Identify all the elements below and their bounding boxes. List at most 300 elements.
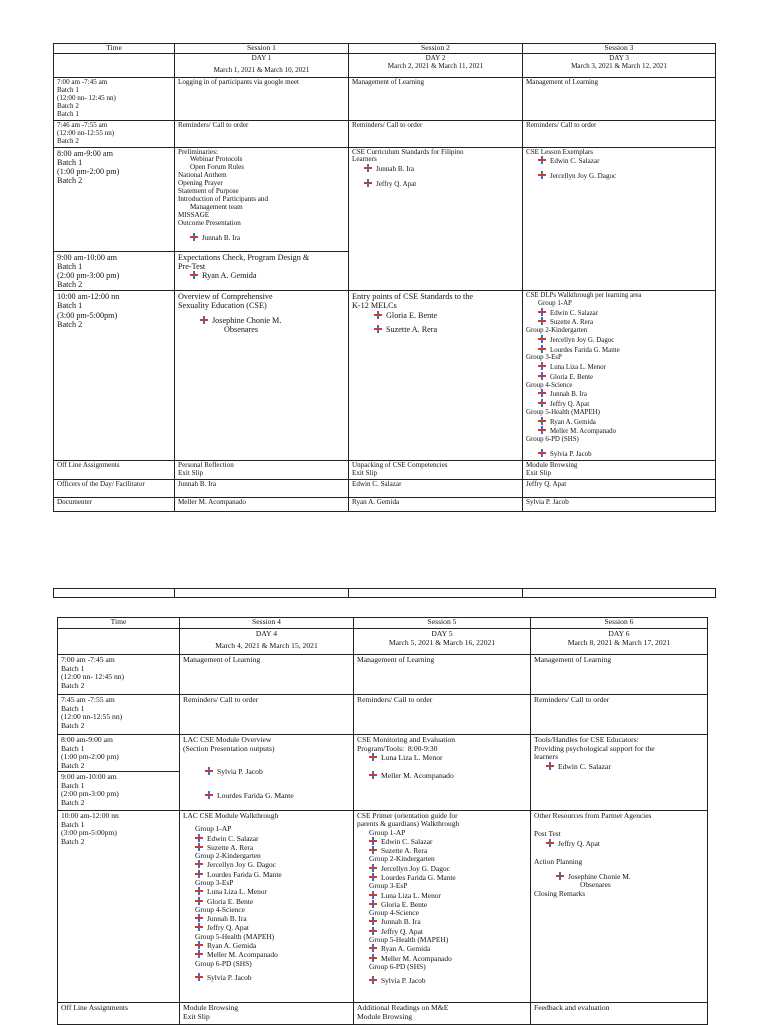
time-range: 9:00 am-10:00 am xyxy=(57,252,118,262)
bullet-arrow-icon xyxy=(195,870,203,878)
batch-label: Batch 1 xyxy=(57,157,83,167)
bullet-arrow-icon xyxy=(538,317,546,325)
header-session-1: Session 1 xyxy=(175,44,349,54)
bullet-arrow-icon xyxy=(538,171,546,179)
group-label: Group 3-EsP xyxy=(369,881,408,891)
activity-line: Module Browsing xyxy=(526,461,578,470)
facilitator-name: Ryan A. Gemida xyxy=(381,944,431,954)
activity-cell xyxy=(523,291,716,461)
activity-line: MISSAGE xyxy=(178,211,210,219)
facilitator xyxy=(357,753,527,763)
activity-line: National Anthem xyxy=(178,171,227,180)
bullet-arrow-icon xyxy=(369,900,377,908)
time-range: (12:00 nn- 12:45 nn) xyxy=(57,93,116,102)
facilitator xyxy=(183,941,350,950)
facilitator-name: Ryan A. Gemida xyxy=(202,270,257,280)
time-range: (12:00 nn-12:55 nn) xyxy=(61,712,123,721)
facilitator-name: Meller M. Acompanado xyxy=(381,770,454,780)
bullet-arrow-icon xyxy=(538,345,546,353)
facilitator-name: Lourdes Farida G. Mante xyxy=(381,872,456,882)
activity-cell xyxy=(349,461,523,480)
header-session-3: Session 3 xyxy=(523,44,716,54)
day-dates: March 3, 2021 & March 12, 2021 xyxy=(571,61,667,70)
activity-cell: Management of Learning xyxy=(349,78,523,121)
group-label: Group 5-Health (MAPEH) xyxy=(526,408,600,416)
facilitator xyxy=(357,873,527,882)
group-label: Group 6-PD (SHS) xyxy=(526,436,579,443)
header-time: Time xyxy=(54,44,175,54)
activity-line: Open Forum Rules xyxy=(190,163,244,172)
facilitator xyxy=(526,372,712,382)
time-range: 8:00 am-9:00 am xyxy=(57,148,113,158)
bullet-arrow-icon xyxy=(369,891,377,899)
facilitator xyxy=(183,860,350,869)
facilitator xyxy=(357,900,527,909)
bullet-arrow-icon xyxy=(369,954,377,962)
group-label: Group 6-PD (SHS) xyxy=(369,961,426,971)
activity-cell: Meller M. Acompanado xyxy=(175,498,349,512)
facilitator-name: Jeffry Q. Apat xyxy=(558,838,600,848)
bullet-arrow-icon xyxy=(369,917,377,925)
bullet-arrow-icon xyxy=(556,872,564,880)
facilitator-name: Lourdes Farida G. Mante xyxy=(550,346,620,354)
batch-label: Batch 2 xyxy=(61,720,85,730)
group-label: Group 2-Kindergarten xyxy=(195,851,261,861)
activity-cell: Sylvia P. Jacob xyxy=(523,498,716,512)
time-range: (3:00 pm-5:00pm) xyxy=(57,310,118,320)
facilitator-name: Meller M. Acompanado xyxy=(381,953,452,963)
day-1-cell xyxy=(175,54,349,78)
batch-label: Batch 2 xyxy=(57,101,79,110)
facilitator-name: Gloria E. Bente xyxy=(381,899,428,909)
facilitator-name: Suzette A. Rera xyxy=(381,846,428,856)
day-6-cell xyxy=(531,629,708,655)
bullet-arrow-icon xyxy=(369,864,377,872)
facilitator-name: Edwin C. Salazar xyxy=(381,836,433,846)
bullet-arrow-icon xyxy=(538,399,546,407)
time-range: (12:00 nn- 12:45 nn) xyxy=(61,672,125,681)
facilitator xyxy=(183,914,350,923)
facilitator xyxy=(178,271,345,280)
facilitator-name: Junnah B. Ira xyxy=(381,917,421,927)
activity-cell xyxy=(180,735,354,811)
facilitator xyxy=(178,316,345,325)
header-session-6: Session 6 xyxy=(531,618,708,629)
day-time-cell xyxy=(54,54,175,78)
activity-cell xyxy=(531,811,708,1003)
bullet-arrow-icon xyxy=(538,156,546,164)
bullet-arrow-icon xyxy=(538,417,546,425)
activity-cell: Management of Learning xyxy=(180,655,354,695)
bullet-arrow-icon xyxy=(538,308,546,316)
facilitator-name: Ryan A. Gemida xyxy=(207,940,257,950)
bullet-arrow-icon xyxy=(374,311,382,319)
facilitator xyxy=(526,335,712,345)
facilitator-name: Jeffry Q. Apat xyxy=(376,180,417,189)
facilitator-name: Edwin C. Salazar xyxy=(550,157,600,166)
facilitator xyxy=(178,233,345,243)
facilitator-name: Sylvia P. Jacob xyxy=(217,767,263,776)
activity-cell: Reminders/ Call to order xyxy=(175,120,349,147)
activity-cell xyxy=(349,291,523,461)
schedule-table-days-4-6 xyxy=(57,617,708,1025)
facilitator-name: Luna Liza L. Menor xyxy=(207,887,267,897)
time-cell xyxy=(58,811,180,1003)
group-label: Group 3-EsP xyxy=(195,877,234,887)
time-cell xyxy=(54,251,175,291)
activity-line: Outcome Presentation xyxy=(178,218,241,227)
empty-cell xyxy=(54,589,175,598)
activity-line: LAC CSE Module Overview xyxy=(183,735,272,744)
activity-line: Opening Prayer xyxy=(178,179,223,188)
facilitator xyxy=(526,399,712,409)
time-range: 7:00 am -7:45 am xyxy=(57,78,108,86)
activity-line: CSE Lesson Exemplars xyxy=(526,147,593,156)
facilitator xyxy=(357,846,527,855)
day-dates: March 1, 2021 & March 10, 2021 xyxy=(213,65,310,74)
bullet-arrow-icon xyxy=(195,897,203,905)
group-label: Group 1-AP xyxy=(369,827,406,837)
activity-cell xyxy=(354,811,531,1003)
time-range: (1:00 pm-2:00 pm) xyxy=(57,166,120,176)
group-label: Group 3-EsP xyxy=(526,354,562,362)
bullet-arrow-icon xyxy=(538,372,546,380)
batch-label: Batch 2 xyxy=(61,680,85,690)
facilitator-name: Obsenares xyxy=(580,880,611,890)
facilitator xyxy=(357,837,527,846)
facilitator xyxy=(526,362,712,372)
bullet-arrow-icon xyxy=(546,839,554,847)
facilitator xyxy=(526,317,712,327)
activity-cell xyxy=(175,291,349,461)
activity-line: CSE Monitoring and Evaluation xyxy=(357,735,456,744)
bullet-arrow-icon xyxy=(195,973,203,981)
bullet-arrow-icon xyxy=(538,362,546,370)
activity-line: LAC CSE Module Walkthrough xyxy=(183,811,279,820)
facilitator xyxy=(352,325,519,334)
day-label: DAY 1 xyxy=(251,54,272,62)
facilitator-name: Luna Liza L. Menor xyxy=(381,753,443,762)
batch-label: Batch 1 xyxy=(61,663,85,673)
facilitator-name: Gloria E. Bente xyxy=(386,310,438,320)
facilitator xyxy=(183,923,350,932)
activity-cell: Reminders/ Call to order xyxy=(349,120,523,147)
activity-line: CSE Curriculum Standards for Filipino xyxy=(352,147,464,156)
activity-line: Exit Slip xyxy=(352,469,378,478)
facilitator-name: Junnah B. Ira xyxy=(550,391,587,399)
bullet-arrow-icon xyxy=(195,914,203,922)
empty-cell xyxy=(175,589,349,598)
facilitator xyxy=(526,389,712,399)
day-3-cell xyxy=(523,54,716,78)
facilitator-name: Sylvia P. Jacob xyxy=(550,450,592,458)
facilitator-name: Edwin C. Salazar xyxy=(550,309,599,317)
facilitator-name: Jeffry Q. Apat xyxy=(550,401,590,409)
time-range: 8:00 am-9:00 am xyxy=(61,735,113,744)
batch-label: Batch 2 xyxy=(57,280,83,290)
time-range: (12:00 nn-12:55 nn) xyxy=(57,128,115,137)
time-range: 10:00 am-12:00 nn xyxy=(57,292,120,302)
facilitator xyxy=(183,791,350,801)
activity-line: Post Test xyxy=(534,829,561,839)
activity-line: Overview of Comprehensive xyxy=(178,292,273,302)
bullet-arrow-icon xyxy=(195,950,203,958)
empty-cell xyxy=(523,589,716,598)
facilitator-name: Edwin C. Salazar xyxy=(558,761,611,771)
day-label: DAY 6 xyxy=(608,629,630,638)
bullet-arrow-icon xyxy=(364,164,372,172)
group-label: Group 5-Health (MAPEH) xyxy=(369,934,449,944)
activity-line: Pre-Test xyxy=(178,261,206,271)
activity-line: Introduction of Participants and xyxy=(178,195,269,204)
facilitator xyxy=(526,426,712,436)
facilitator xyxy=(357,864,527,873)
group-label: Group 4-Science xyxy=(195,904,245,914)
time-range: 7:45 am -7:55 am xyxy=(61,695,115,704)
time-cell xyxy=(58,655,180,695)
activity-cell: Reminders/ Call to order xyxy=(523,120,716,147)
activity-line: Closing Remarks xyxy=(534,888,586,898)
activity-line: parents & guardians) Walkthrough xyxy=(357,819,460,829)
facilitator xyxy=(357,771,527,781)
activity-line: Management team xyxy=(190,203,243,212)
facilitator-name: Suzette A. Rera xyxy=(386,324,438,334)
batch-label: Batch 2 xyxy=(57,176,83,186)
group-label: Group 5-Health (MAPEH) xyxy=(195,931,275,941)
time-range: (1:00 pm-2:00 pm) xyxy=(61,752,119,761)
time-block xyxy=(58,772,179,808)
time-cell xyxy=(58,735,180,811)
activity-line: Exit Slip xyxy=(183,1011,210,1021)
batch-label: Batch 1 xyxy=(61,819,85,829)
activity-line: Exit Slip xyxy=(178,469,204,478)
time-cell: Off Line Assignments xyxy=(54,461,175,480)
bullet-arrow-icon xyxy=(195,923,203,931)
bullet-arrow-icon xyxy=(369,771,377,779)
time-range: 10:00 am-12:00 nn xyxy=(61,811,119,820)
activity-line: Personal Reflection xyxy=(178,461,234,470)
activity-line: Exit Slip xyxy=(526,469,552,478)
batch-label: Batch 1 xyxy=(57,261,83,271)
activity-cell: Logging in of participants via google meet xyxy=(175,78,349,121)
facilitator xyxy=(352,311,519,320)
batch-label: Batch 1 xyxy=(57,85,79,94)
facilitator-name: Ryan A. Gemida xyxy=(550,418,596,426)
batch-label: Batch 1 xyxy=(57,109,79,118)
bullet-arrow-icon xyxy=(369,753,377,761)
batch-label: Batch 2 xyxy=(61,797,85,807)
activity-cell xyxy=(354,735,531,811)
day-label: DAY 5 xyxy=(431,629,453,638)
facilitator xyxy=(183,950,350,959)
batch-label: Batch 2 xyxy=(57,136,79,145)
facilitator xyxy=(352,164,519,174)
facilitator xyxy=(352,179,519,189)
group-label: Group 4-Science xyxy=(526,381,573,389)
activity-line: Preliminaries: xyxy=(178,147,218,156)
header-session-4: Session 4 xyxy=(180,618,354,629)
bullet-arrow-icon xyxy=(374,325,382,333)
facilitator xyxy=(357,944,527,953)
activity-line: Sexuality Education (CSE) xyxy=(178,301,267,311)
bullet-arrow-icon xyxy=(205,791,213,799)
facilitator xyxy=(526,171,712,181)
facilitator xyxy=(534,839,704,848)
day-label: DAY 4 xyxy=(255,629,278,638)
batch-label: Batch 2 xyxy=(57,319,83,329)
batch-label: Batch 2 xyxy=(61,836,85,846)
bullet-arrow-icon xyxy=(195,887,203,895)
facilitator xyxy=(357,927,527,936)
facilitator xyxy=(526,308,712,318)
time-cell: Off Line Assignments xyxy=(58,1003,180,1025)
activity-line: Expectations Check, Program Design & xyxy=(178,252,310,262)
group-label: Group 1-AP xyxy=(195,824,232,834)
activity-cell xyxy=(175,461,349,480)
day-label: DAY 3 xyxy=(609,54,629,62)
facilitator xyxy=(534,762,704,772)
bullet-arrow-icon xyxy=(369,837,377,845)
activity-cell: Reminders/ Call to order xyxy=(354,695,531,735)
batch-label: Batch 2 xyxy=(61,760,85,770)
bullet-arrow-icon xyxy=(538,449,546,457)
header-session-5: Session 5 xyxy=(354,618,531,629)
time-block xyxy=(58,735,179,772)
activity-line: Entry points of CSE Standards to the xyxy=(352,292,473,302)
activity-cell: Reminders/ Call to order xyxy=(180,695,354,735)
time-cell xyxy=(54,78,175,121)
bullet-arrow-icon xyxy=(195,834,203,842)
facilitator xyxy=(526,449,712,459)
bullet-arrow-icon xyxy=(195,860,203,868)
activity-line: Learners xyxy=(352,155,377,164)
day-dates: March 2, 2021 & March 11, 2021 xyxy=(387,61,484,70)
batch-label: Batch 1 xyxy=(57,301,83,311)
facilitator xyxy=(183,887,350,896)
empty-cell xyxy=(349,589,523,598)
activity-cell xyxy=(180,811,354,1003)
activity-line: CSE DLPs Walkthrough per learning area xyxy=(526,292,642,300)
facilitator-name: Junnah B. Ira xyxy=(207,914,247,924)
header-session-2: Session 2 xyxy=(349,44,523,54)
facilitator-name: Obsenares xyxy=(224,324,259,334)
bullet-arrow-icon xyxy=(369,873,377,881)
activity-line: Module Browsing xyxy=(183,1003,239,1012)
activity-cell xyxy=(349,147,523,291)
activity-line: Module Browsing xyxy=(357,1011,413,1021)
activity-cell xyxy=(523,461,716,480)
bullet-arrow-icon xyxy=(195,843,203,851)
facilitator xyxy=(526,156,712,166)
activity-line: K-12 MELCs xyxy=(352,301,397,311)
facilitator xyxy=(526,417,712,427)
facilitator xyxy=(534,872,704,881)
time-cell xyxy=(58,695,180,735)
bullet-arrow-icon xyxy=(200,316,208,324)
activity-line: Webinar Protocols xyxy=(190,155,243,164)
day-5-cell xyxy=(354,629,531,655)
day-dates: March 8, 2021 & March 17, 2021 xyxy=(567,637,671,647)
activity-cell xyxy=(354,1003,531,1025)
facilitator-name: Suzette A. Rera xyxy=(550,319,594,327)
facilitator-name: Gloria E. Bente xyxy=(207,896,254,906)
activity-cell xyxy=(531,735,708,811)
activity-line: Program/Tools: 8:00-9:30 xyxy=(357,743,438,753)
activity-line: CSE Primer (orientation guide for xyxy=(357,811,458,820)
time-range: 7:46 am -7:55 am xyxy=(57,120,108,129)
bullet-arrow-icon xyxy=(538,426,546,434)
facilitator xyxy=(526,345,712,355)
bullet-arrow-icon xyxy=(205,767,213,775)
time-range: (2:00 pm-3:00 pm) xyxy=(61,789,119,798)
activity-cell: Ryan A. Gemida xyxy=(349,498,523,512)
facilitator-name: Suzette A. Rera xyxy=(207,842,254,852)
day-dates: March 4, 2021 & March 15, 2021 xyxy=(215,640,318,650)
facilitator-name: Josephine Chonie M. xyxy=(568,872,631,882)
time-cell xyxy=(54,147,175,251)
batch-label: Batch 1 xyxy=(61,780,85,790)
facilitator-name: Gloria E. Bente xyxy=(550,373,594,381)
activity-line: (Section Presentation outputs) xyxy=(183,743,275,753)
time-range: (2:00 pm-3:00 pm) xyxy=(57,270,120,280)
activity-cell: Junnah B. Ira xyxy=(175,480,349,498)
activity-line: learners xyxy=(534,752,559,761)
facilitator xyxy=(357,917,527,926)
facilitator xyxy=(183,834,350,843)
time-cell xyxy=(54,120,175,147)
time-range: (3:00 pm-5:00pm) xyxy=(61,828,117,837)
facilitator-name: Meller M. Acompanado xyxy=(550,428,617,436)
activity-line: Additional Readings on M&E xyxy=(357,1003,449,1012)
facilitator-name: Jercellyn Joy G. Dagoc xyxy=(381,863,450,873)
group-label: Group 2-Kindergarten xyxy=(369,854,435,864)
activity-cell: Management of Learning xyxy=(523,78,716,121)
activity-cell: Feedback and evaluation xyxy=(531,1003,708,1025)
group-label: Group 1-AP xyxy=(538,299,572,307)
facilitator-name: Sylvia P. Jacob xyxy=(381,976,426,986)
activity-line: Tools/Handles for CSE Educators: xyxy=(534,735,639,744)
time-cell: Officers of the Day/ Facilitator xyxy=(54,480,175,498)
group-label: Group 2-Kindergarten xyxy=(526,327,588,335)
empty-table xyxy=(53,588,716,598)
time-cell xyxy=(54,291,175,461)
activity-cell xyxy=(523,147,716,291)
bullet-arrow-icon xyxy=(538,389,546,397)
facilitator xyxy=(357,891,527,900)
day-4-cell xyxy=(180,629,354,655)
time-cell: Documenter xyxy=(54,498,175,512)
facilitator xyxy=(357,954,527,963)
activity-cell xyxy=(180,1003,354,1025)
facilitator xyxy=(183,973,350,982)
schedule-table-days-1-3 xyxy=(53,43,716,512)
batch-label: Batch 1 xyxy=(61,743,85,753)
facilitator xyxy=(183,870,350,879)
facilitator-name: Meller M. Acompanado xyxy=(207,950,278,960)
activity-cell: Jeffry Q. Apat xyxy=(523,480,716,498)
time-range: 7:00 am -7:45 am xyxy=(61,655,115,664)
activity-cell xyxy=(175,147,349,251)
bullet-arrow-icon xyxy=(364,179,372,187)
activity-line: Statement of Purpose xyxy=(178,187,239,196)
facilitator xyxy=(183,767,350,777)
day-2-cell xyxy=(349,54,523,78)
facilitator-name: Luna Liza L. Menor xyxy=(381,890,441,900)
facilitator-name: Jeffry Q. Apat xyxy=(381,926,423,936)
facilitator-name: Jercellyn Joy G. Dagoc xyxy=(550,336,615,344)
facilitator-name: Edwin C. Salazar xyxy=(207,833,259,843)
bullet-arrow-icon xyxy=(538,335,546,343)
